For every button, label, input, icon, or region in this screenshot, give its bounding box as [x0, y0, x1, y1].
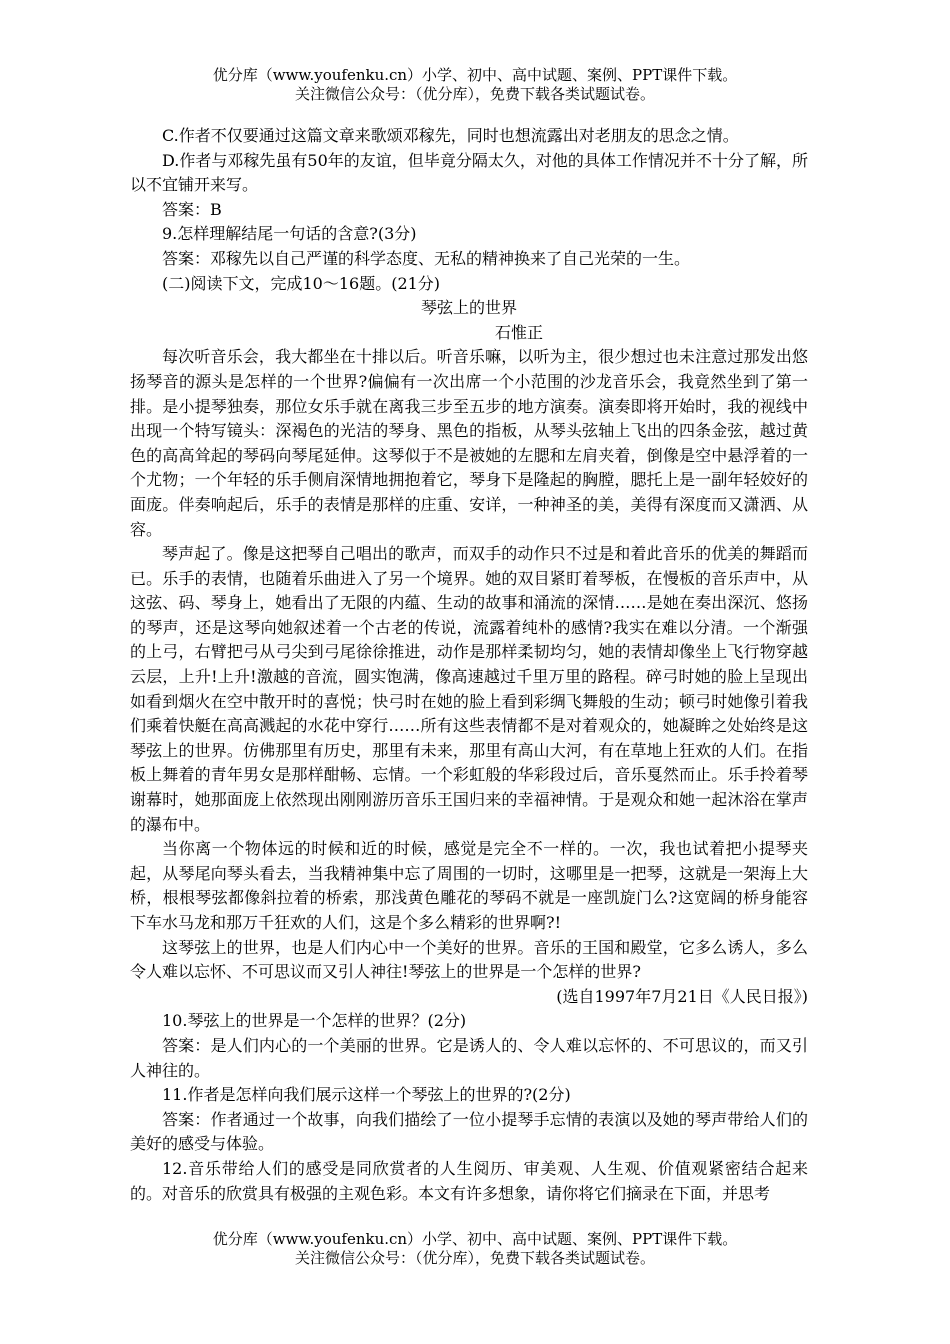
header-line-1: 优分库（www.youfenku.cn）小学、初中、高中试题、案例、PPT课件下载。	[212, 66, 738, 84]
option-c: C.作者不仅要通过这篇文章来歌颂邓稼先，同时也想流露出对老朋友的思念之情。	[162, 126, 739, 145]
question-11: 11.作者是怎样向我们展示这样一个琴弦上的世界的?(2分)	[162, 1085, 571, 1105]
footer-line-2: 关注微信公众号：（优分库），免费下载各类试题试卷。	[294, 1249, 655, 1267]
article-paragraph: 当你离一个物体远的时候和近的时候，感觉是完全不一样的。一次，我也试着把小提琴夹起，从琴尾向琴头看去，当我精神集中忘了周围的一切时，这哪里是一把琴，这就是一架海上大桥，根根琴弦都像斜拉着的桥索，那浅黄色雕花的琴码不就是一座凯旋门么?这宽阔的桥身能容下车水马龙和那万千狂欢的人们，这是个多么精彩的世界啊?!	[130, 839, 808, 932]
answer-11: 答案：作者通过一个故事，向我们描绘了一位小提琴手忘情的表演以及她的琴声带给人们的美好的感受与体验。	[130, 1109, 808, 1154]
document-body	[130, 124, 808, 1206]
option-d: D.作者与邓稼先虽有50年的友谊，但毕竟分隔太久，对他的具体工作情况并不十分了解，所以不宜铺开来写。	[130, 150, 808, 195]
article-paragraph: 这琴弦上的世界，也是人们内心中一个美好的世界。音乐的王国和殿堂，它多么诱人，多么令人难以忘怀、不可思议而又引人神往!琴弦上的世界是一个怎样的世界?	[130, 937, 808, 982]
answer-10: 答案：是人们内心的一个美丽的世界。它是诱人的、令人难以忘怀的、不可思议的，而又引人神往的。	[130, 1035, 808, 1080]
article-author: 石惟正	[494, 322, 543, 342]
article-paragraph: 琴声起了。像是这把琴自己唱出的歌声，而双手的动作只不过是和着此音乐的优美的舞蹈而已。乐手的表情，也随着乐曲进入了另一个境界。她的双目紧盯着琴板，在慢板的音乐声中，从这弦、码、琴身上，她看出了无限的内蕴、生动的故事和涌流的深情……是她在奏出深沉、悠扬的琴声，还是这琴向她叙述着一个古老的传说，流露着纯朴的感情?我实在难以分清。一个渐强的上弓，右臂把弓从弓尖到弓尾徐徐推进，动作是那样柔韧均匀，她的表情却像坐上飞行物穿越云层，上升!上升!激越的音流，圆实饱满，像高速越过千里万里的路程。碎弓时她的脸上呈现出如看到烟火在空中散开时的喜悦；快弓时在她的脸上看到彩绸飞舞般的生动；顿弓时她像引着我们乘着快艇在高高溅起的水花中穿行……所有这些表情都不是对着观众的，她凝眸之处始终是这琴弦上的世界。仿佛那里有历史，那里有未来，那里有高山大河，有在草地上狂欢的人们。在指板上舞着的青年男女是那样酣畅、忘情。一个彩虹般的华彩段过后，音乐戛然而止。乐手拎着琴谢幕时，她那面庞上依然现出刚刚游历音乐王国归来的幸福神情。于是观众和她一起沐浴在掌声的瀑布中。	[130, 544, 808, 834]
answer-8: 答案：B	[162, 199, 222, 219]
section-heading: (二)阅读下文，完成10～16题。(21分)	[162, 273, 441, 293]
question-9: 9.怎样理解结尾一句话的含意?(3分)	[162, 224, 417, 244]
page-footer	[0, 1230, 950, 1268]
question-10: 10.琴弦上的世界是一个怎样的世界？(2分)	[162, 1011, 467, 1031]
question-12: 12.音乐带给人们的感受是同欣赏者的人生阅历、审美观、人生观、价值观紧密结合起来的。对音乐的欣赏具有极强的主观色彩。本文有许多想象，请你将它们摘录在下面，并思考	[130, 1158, 808, 1203]
article-source: (选自1997年7月21日《人民日报》)	[556, 986, 808, 1006]
article-paragraph: 每次听音乐会，我大都坐在十排以后。听音乐嘛，以听为主，很少想过也未注意过那发出悠扬琴音的源头是怎样的一个世界?偏偏有一次出席一个小范围的沙龙音乐会，我竟然坐到了第一排。是小提琴独奏，那位女乐手就在离我三步至五步的地方演奏。演奏即将开始时，我的视线中出现一个特写镜头：深褐色的光洁的琴身、黑色的指板，从琴头弦轴上飞出的四条金弦，越过黄色的高高耸起的琴码向琴尾延伸。这琴似于不是被她的左腮和左肩夹着，倒像是空中悬浮着的一个尤物；一个年轻的乐手侧肩深情地拥抱着它，琴身下是隆起的胸膛，腮托上是一副年轻姣好的面庞。伴奏响起后，乐手的表情是那样的庄重、安详，一种神圣的美，美得有深度而又潇洒、从容。	[130, 347, 808, 539]
footer-line-1: 优分库（www.youfenku.cn）小学、初中、高中试题、案例、PPT课件下载。	[212, 1230, 738, 1248]
header-line-2: 关注微信公众号：（优分库），免费下载各类试题试卷。	[294, 85, 655, 103]
article-title: 琴弦上的世界	[420, 298, 517, 318]
page-header	[0, 66, 950, 104]
answer-9: 答案：邓稼先以自己严谨的科学态度、无私的精神换来了自己光荣的一生。	[162, 248, 691, 268]
